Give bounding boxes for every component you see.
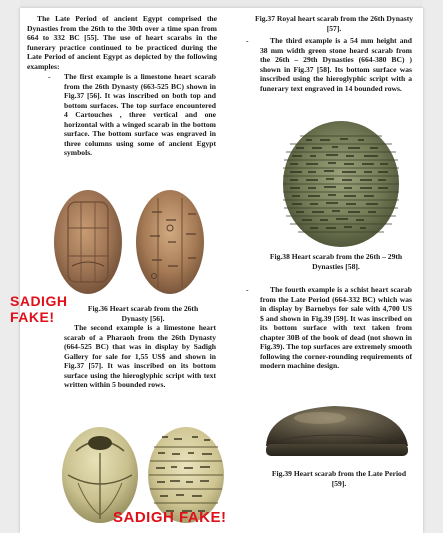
- fake-overlay-line-1: SADIGH: [10, 293, 68, 309]
- fake-overlay-line-2: FAKE!: [10, 309, 55, 325]
- fig37-scarab-images: [58, 423, 230, 523]
- page-footer-cropped: [20, 524, 423, 533]
- fig36-caption: Fig.36 Heart scarab from the 26th Dynasty [56].: [87, 304, 199, 323]
- intro-paragraph: The Late Period of ancient Egypt comprised the Dynasties from the 26th to the 30th over a time span from 664 to 332 BC [55]. The use of heart scarabs in the funerary practice continued to be practiced during the Late Period of ancient Egypt as depicted by the following examples:: [27, 14, 217, 71]
- example-3-paragraph: The third example is a 54 mm height and 38 mm width green stone heard scarab from the 26th – 29th Dynasties (664-380 BC) ) shown in Fig.37 [58]. Its bottom surface was inscribed using the hieroglyphic script with a funerary text engraved in 14 bounded rows.: [260, 36, 412, 93]
- example-2-paragraph: The second example is a limestone heart scarab of a Pharaoh from the 26th Dynasty (664-525 BC) that was in display by Sadigh Gallery for sale for 1,55 US$ and shown in Fig.37 [57]. It was inscribed on its bottom surface using the hieroglyphic script with text written within 5 bounded rows.: [64, 323, 216, 389]
- fig37-caption: Fig.37 Royal heart scarab from the 26th Dynasty [57].: [254, 14, 414, 33]
- fake-overlay-label-1: [10, 293, 80, 325]
- example-1-paragraph: The first example is a limestone heart scarab from the 26th Dynasty (663-525 BC) shown in Fig.37 [56]. It was inscribed on both top and bottom surfaces. The top surface encountered 4 Cartouches , three vertical and one horizontal with a winged scarab in the bottom surface. The bottom surface was engraved in three columns using some of ancient Egypt symbols.: [64, 72, 216, 157]
- fig36-scarab-images: [48, 184, 214, 300]
- bullet-dash-2: -: [246, 36, 249, 45]
- bullet-dash-1: -: [48, 72, 51, 81]
- fig38-scarab-image: [280, 118, 402, 250]
- scarab-top-view: [54, 190, 122, 294]
- viewer-left-margin: [0, 0, 20, 533]
- fig39-caption: Fig.39 Heart scarab from the Late Period [59].: [271, 469, 407, 488]
- fig38-caption: Fig.38 Heart scarab from the 26th – 29th Dynasties [58].: [269, 252, 403, 271]
- viewer-right-margin: [423, 0, 443, 533]
- example-4-paragraph: The fourth example is a schist heart scarab from the Late Period (664-332 BC) which was in display by Barnebys for sale with 4,700 US $ and shown in Fig.39 [59]. It was inscribed on its bottom surface with text taken from chapter 30B of the book of dead (not shown in Fig.39). The top surfaces are extremely smooth following the corner-rounding requirements of modern machine design.: [260, 285, 412, 370]
- viewer-top-bar: [0, 0, 443, 8]
- fake-overlay-label-2: SADIGH FAKE!: [113, 509, 227, 526]
- fig39-scarab-image: [262, 400, 412, 464]
- scarab-bottom-view: [136, 190, 204, 294]
- bullet-dash-3: -: [246, 285, 249, 294]
